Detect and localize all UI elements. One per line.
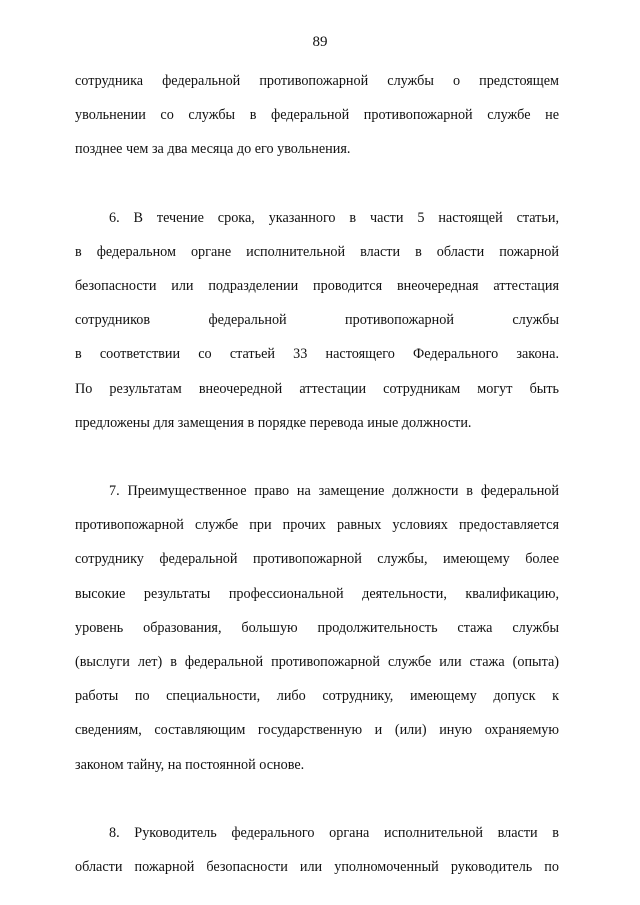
text-line: сведениям, составляющим государственную и (или) иную охраняемую bbox=[75, 722, 559, 739]
paragraph-continuation bbox=[75, 64, 559, 167]
page-number: 89 bbox=[312, 34, 328, 50]
text-line: предложены для замещения в порядке перевода иные должности. bbox=[75, 414, 472, 431]
paragraph-7 bbox=[75, 474, 559, 782]
text-line: высокие результаты профессиональной деятельности, квалификацию, bbox=[75, 585, 559, 602]
text-line: в федеральном органе исполнительной власти в области пожарной bbox=[75, 243, 559, 260]
paragraph-8 bbox=[75, 816, 559, 884]
text-line: области пожарной безопасности или уполномоченный руководитель по bbox=[75, 859, 559, 876]
text-line: (выслуги лет) в федеральной противопожарной службе или стажа (опыта) bbox=[75, 654, 559, 671]
text-line: 8. Руководитель федерального органа исполнительной власти в bbox=[109, 824, 559, 841]
text-line: 7. Преимущественное право на замещение должности в федеральной bbox=[109, 483, 559, 500]
paragraph-spacer bbox=[75, 440, 559, 474]
text-line: сотрудников федеральной противопожарной службы bbox=[75, 312, 559, 329]
text-line: увольнении со службы в федеральной противопожарной службе не bbox=[75, 107, 559, 124]
text-line: сотрудника федеральной противопожарной службы о предстоящем bbox=[75, 73, 559, 89]
text-line: в соответствии со статьей 33 настоящего Федерального закона. bbox=[75, 346, 559, 363]
text-line: безопасности или подразделении проводится внеочередная аттестация bbox=[75, 278, 559, 295]
paragraph-6 bbox=[75, 201, 559, 440]
text-line: позднее чем за два месяца до его увольнения. bbox=[75, 141, 351, 158]
text-line: 6. В течение срока, указанного в части 5 настоящей статьи, bbox=[109, 209, 559, 226]
text-line: противопожарной службе при прочих равных условиях предоставляется bbox=[75, 517, 559, 534]
text-line: уровень образования, большую продолжительность стажа службы bbox=[75, 619, 559, 636]
document-body bbox=[75, 64, 559, 884]
paragraph-spacer bbox=[75, 167, 559, 201]
paragraph-spacer bbox=[75, 782, 559, 816]
text-line: законом тайну, на постоянной основе. bbox=[75, 756, 305, 773]
text-line: По результатам внеочередной аттестации сотрудникам могут быть bbox=[75, 380, 559, 397]
text-line: работы по специальности, либо сотруднику, имеющему допуск к bbox=[75, 688, 559, 705]
text-line: сотруднику федеральной противопожарной службы, имеющему более bbox=[75, 551, 559, 568]
